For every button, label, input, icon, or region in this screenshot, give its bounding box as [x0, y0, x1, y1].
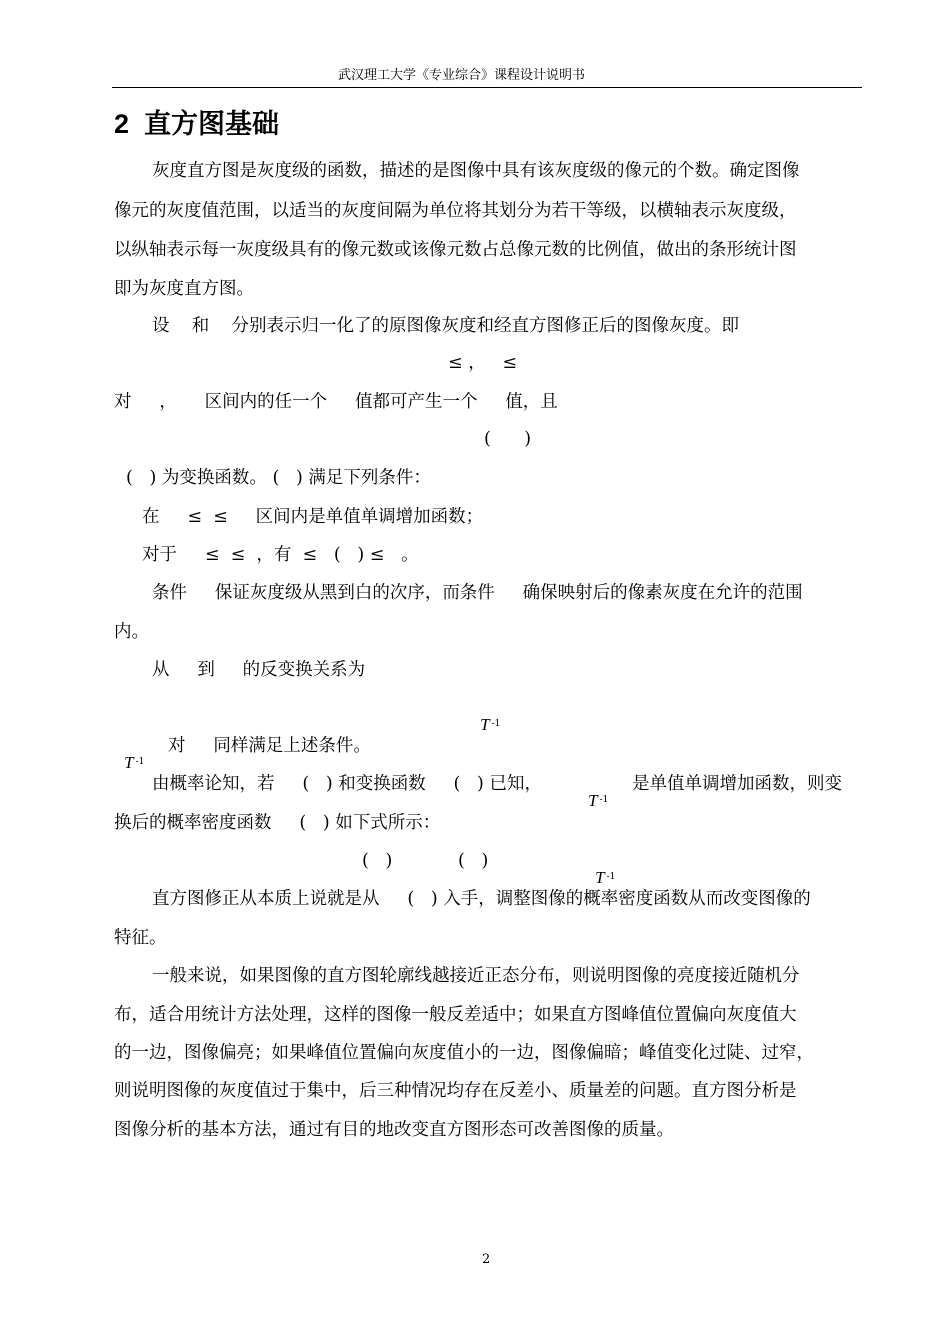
- paragraph-line: 则说明图像的灰度值过于集中，后三种情况均存在反差小、质量差的问题。直方图分析是: [114, 1081, 797, 1101]
- paragraph-line: 一般来说，如果图像的直方图轮廓线越接近正态分布，则说明图像的亮度接近随机分: [152, 966, 800, 986]
- paragraph-line: 图像分析的基本方法，通过有目的地改变直方图形态可改善图像的质量。: [114, 1120, 674, 1140]
- paragraph-line: 条件 保证灰度级从黑到白的次序，而条件 确保映射后的像素灰度在允许的范围: [152, 583, 803, 603]
- inverse-t-symbol: T: [480, 715, 490, 734]
- section-heading: 2 直方图基础: [114, 109, 280, 139]
- paragraph-line: 即为灰度直方图。: [114, 279, 254, 299]
- inverse-t-label: [578, 776, 608, 809]
- inverse-t-symbol: T: [588, 791, 598, 810]
- inverse-t-symbol: T: [595, 868, 605, 887]
- paragraph-line: 的一边，图像偏亮；如果峰值位置偏向灰度值小的一边，图像偏暗；峰值变化过陡、过窄，: [114, 1043, 814, 1063]
- inverse-transform-eq: [470, 700, 500, 733]
- equation-part: ( ): [362, 851, 393, 871]
- paragraph-line: 是单值单调增加函数，则变: [632, 774, 842, 794]
- condition-line: 在 ≤ ≤ 区间内是单值单调增加函数；: [142, 507, 484, 527]
- inverse-exponent: -1: [606, 872, 616, 882]
- paragraph-line: 直方图修正从本质上说就是从 ( ) 入手，调整图像的概率密度函数从而改变图像的: [152, 889, 811, 909]
- inverse-exponent: -1: [599, 795, 609, 805]
- paragraph-line: 以纵轴表示每一灰度级具有的像元数或该像元数占总像元数的比例值，做出的条形统计图: [114, 240, 797, 260]
- equation-part: ( ): [458, 851, 489, 871]
- paragraph-line: 设 和 分别表示归一化了的原图像灰度和经直方图修正后的图像灰度。即: [152, 316, 739, 336]
- paragraph-line: 对 同样满足上述条件。: [168, 736, 371, 756]
- equation: ( ): [484, 429, 532, 449]
- equation: ≤ ， ≤: [448, 353, 518, 373]
- condition-line: 对于 ≤ ≤ ，有 ≤ ( ) ≤ 。: [142, 545, 419, 565]
- paragraph-line: 换后的概率密度函数 ( ) 如下式所示：: [114, 813, 441, 833]
- inverse-exponent: -1: [135, 757, 145, 767]
- paragraph-line: 像元的灰度值范围，以适当的灰度间隔为单位将其划分为若干等级，以横轴表示灰度级，: [114, 201, 797, 221]
- page-number: 2: [482, 1252, 491, 1267]
- paragraph-line: 内。: [114, 622, 149, 642]
- inverse-t-label: [585, 853, 615, 886]
- inverse-t-symbol: T: [124, 753, 134, 772]
- paragraph-line: ( ) 为变换函数。 ( ) 满足下列条件：: [126, 468, 431, 488]
- paragraph-line: 灰度直方图是灰度级的函数，描述的是图像中具有该灰度级的像元的个数。确定图像: [152, 161, 800, 181]
- paragraph-line: 由概率论知，若 ( ) 和变换函数 ( ) 已知，: [152, 774, 542, 794]
- inverse-t-label: [114, 738, 144, 771]
- page-header: 武汉理工大学《专业综合》课程设计说明书: [338, 68, 586, 83]
- paragraph-line: 从 到 的反变换关系为: [152, 660, 366, 680]
- header-rule: [112, 87, 862, 88]
- paragraph-line: 布，适合用统计方法处理，这样的图像一般反差适中；如果直方图峰值位置偏向灰度值大: [114, 1005, 797, 1025]
- paragraph-line: 特征。: [114, 928, 167, 948]
- paragraph-line: 对 ， 区间内的任一个 值都可产生一个 值，且: [114, 392, 558, 412]
- inverse-exponent: -1: [491, 719, 501, 729]
